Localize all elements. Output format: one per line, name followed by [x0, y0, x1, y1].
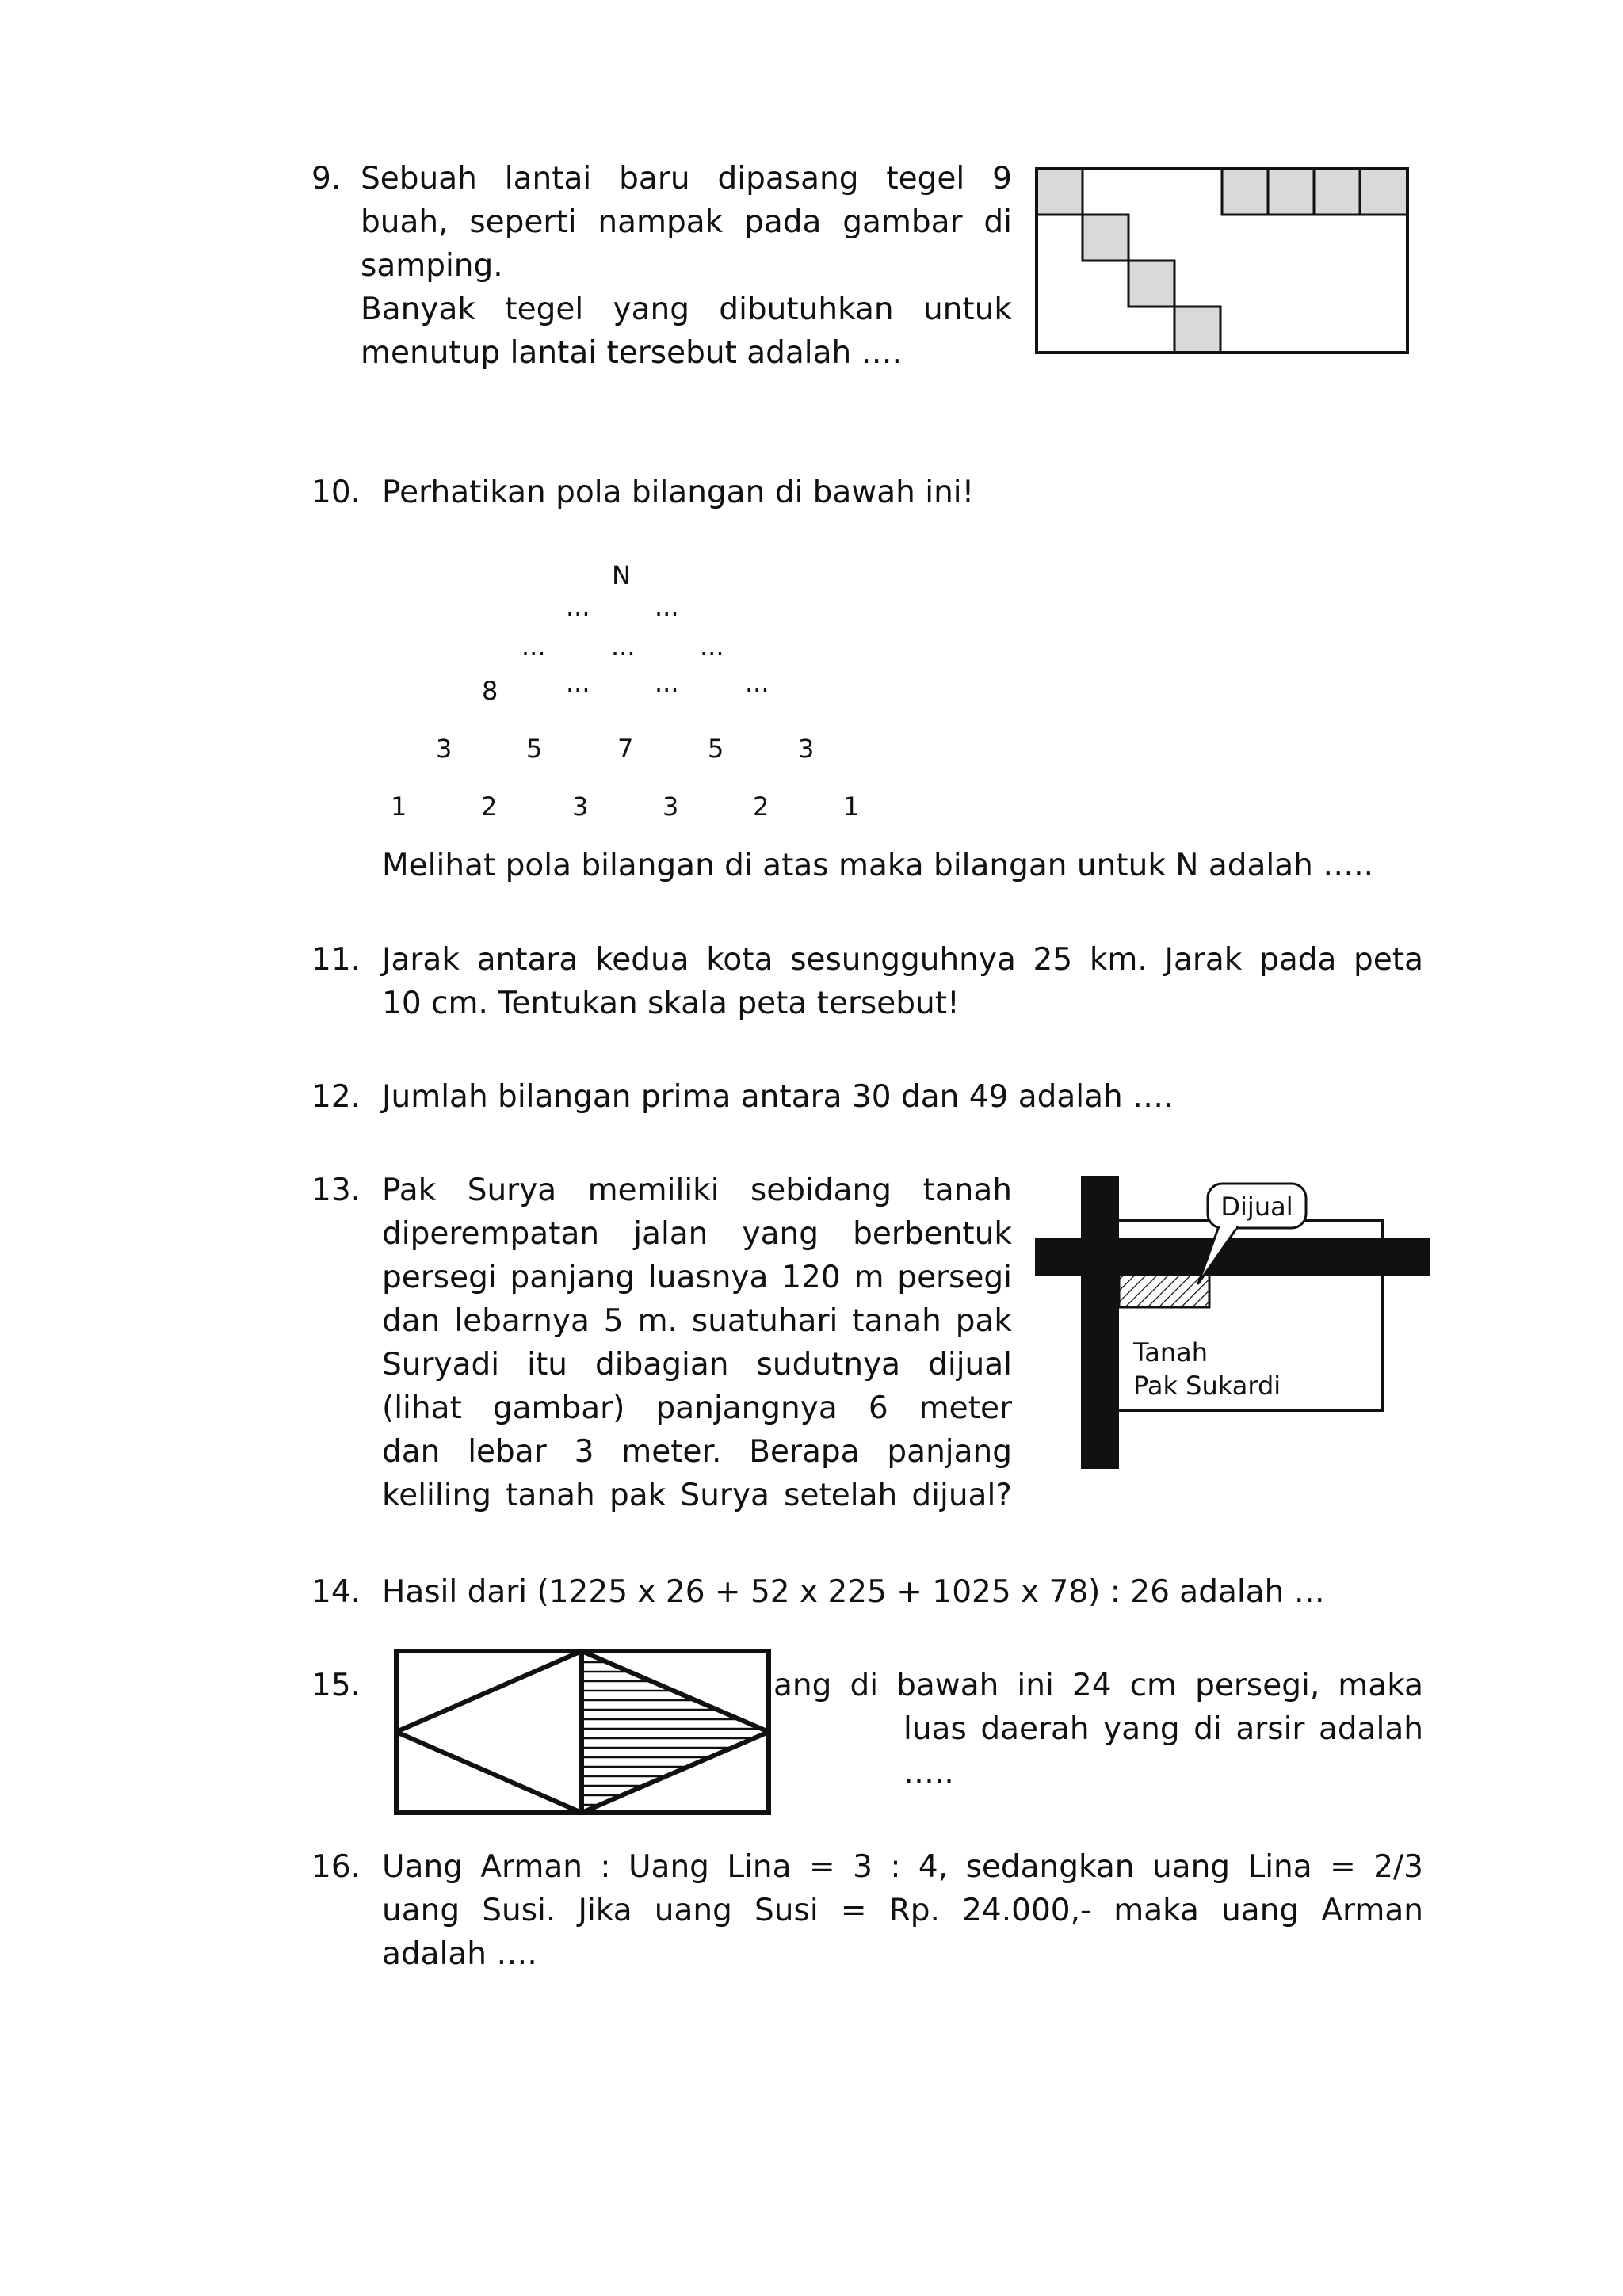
tile	[1360, 169, 1407, 215]
question-number: 15.	[311, 1668, 361, 1703]
question-number: 16.	[311, 1849, 361, 1885]
question-number: 14.	[311, 1574, 361, 1610]
pattern-value: 1	[843, 791, 860, 822]
land-label: Tanah	[1133, 1337, 1209, 1367]
question-text-line: persegi panjang luasnya 120 m persegi	[382, 1260, 1012, 1295]
pattern-value: 3	[436, 734, 453, 764]
tile	[1128, 261, 1174, 307]
pattern-value: 3	[572, 791, 589, 822]
land-intersection-figure	[1035, 1173, 1431, 1474]
kite-rectangle-figure	[393, 1648, 773, 1816]
question-text-line: dan lebar 3 meter. Berapa panjang	[382, 1434, 1012, 1470]
question-text-line: Suryadi itu dibagian sudutnya dijual	[382, 1347, 1012, 1383]
pattern-value: ...	[566, 592, 590, 622]
question-number: 11.	[311, 942, 361, 978]
question-text-line: luas daerah yang di arsir adalah	[903, 1711, 1423, 1747]
pattern-value: ...	[611, 631, 636, 662]
pattern-value: 2	[753, 791, 769, 822]
tile-floor-figure	[1035, 167, 1412, 356]
question-number: 10.	[311, 475, 361, 510]
question-text-line: Hasil dari (1225 x 26 + 52 x 225 + 1025 x 78) : 26 adalah …	[382, 1574, 1325, 1610]
pattern-value: 7	[617, 734, 634, 764]
tile	[1174, 307, 1220, 353]
question-text-line: adalah ….	[382, 1936, 537, 1972]
question-text-line: (lihat gambar) panjangnya 6 meter	[382, 1390, 1012, 1426]
pattern-value: ...	[700, 631, 724, 662]
pattern-value: 1	[391, 791, 407, 822]
question-text-line: Melihat pola bilangan di atas maka bilangan untuk N adalah …..	[382, 848, 1374, 883]
pattern-value: ...	[566, 668, 590, 698]
question-text-line: ang di bawah ini 24 cm persegi, maka	[773, 1668, 1423, 1703]
question-text-line: dan lebarnya 5 m. suatuhari tanah pak	[382, 1303, 1012, 1339]
question-number: 12.	[311, 1079, 361, 1115]
tile	[1314, 169, 1360, 215]
pattern-value: 3	[798, 734, 815, 764]
question-text-line: …..	[903, 1755, 954, 1791]
question-text-line: keliling tanah pak Surya setelah dijual?	[382, 1478, 1012, 1513]
question-text-line: menutup lantai tersebut adalah ….	[361, 335, 903, 371]
question-number: 9.	[311, 161, 342, 196]
pattern-value: 3	[663, 791, 679, 822]
question-text-line: Perhatikan pola bilangan di bawah ini!	[382, 475, 975, 510]
pattern-value: N	[612, 560, 631, 590]
question-number: 13.	[311, 1173, 361, 1208]
shaded-region	[582, 1651, 769, 1813]
tile	[1083, 215, 1128, 261]
question-text-line: samping.	[361, 248, 503, 284]
question-text-line: 10 cm. Tentukan skala peta tersebut!	[382, 986, 960, 1021]
pattern-value: ...	[655, 592, 679, 622]
question-text-line: Banyak tegel yang dibutuhkan untuk	[361, 292, 1012, 327]
pattern-value: ...	[745, 668, 769, 698]
tile	[1222, 169, 1268, 215]
pattern-value: 5	[708, 734, 724, 764]
question-text-line: Pak Surya memiliki sebidang tanah	[382, 1173, 1012, 1208]
tile	[1037, 169, 1083, 215]
land-label: Pak Sukardi	[1133, 1371, 1281, 1401]
road-vertical	[1081, 1176, 1119, 1469]
question-text-line: diperempatan jalan yang berbentuk	[382, 1216, 1012, 1252]
road-horizontal	[1035, 1238, 1430, 1276]
callout-label: Dijual	[1220, 1192, 1293, 1222]
pattern-value: ...	[521, 631, 546, 662]
pattern-value: 5	[526, 734, 543, 764]
question-text-line: Jumlah bilangan prima antara 30 dan 49 adalah ….	[382, 1079, 1174, 1115]
question-text-line: Sebuah lantai baru dipasang tegel 9	[361, 161, 1012, 196]
question-text-line: uang Susi. Jika uang Susi = Rp. 24.000,- maka uang Arman	[382, 1893, 1423, 1928]
question-text-line: buah, seperti nampak pada gambar di	[361, 204, 1012, 240]
pattern-value: 8	[482, 676, 498, 706]
pattern-value: 2	[481, 791, 498, 822]
question-text-line: Jarak antara kedua kota sesungguhnya 25 km. Jarak pada peta	[382, 942, 1423, 978]
pattern-value: ...	[655, 668, 679, 698]
tile	[1268, 169, 1314, 215]
sold-area	[1119, 1274, 1209, 1307]
question-text-line: Uang Arman : Uang Lina = 3 : 4, sedangkan uang Lina = 2/3	[382, 1849, 1423, 1885]
